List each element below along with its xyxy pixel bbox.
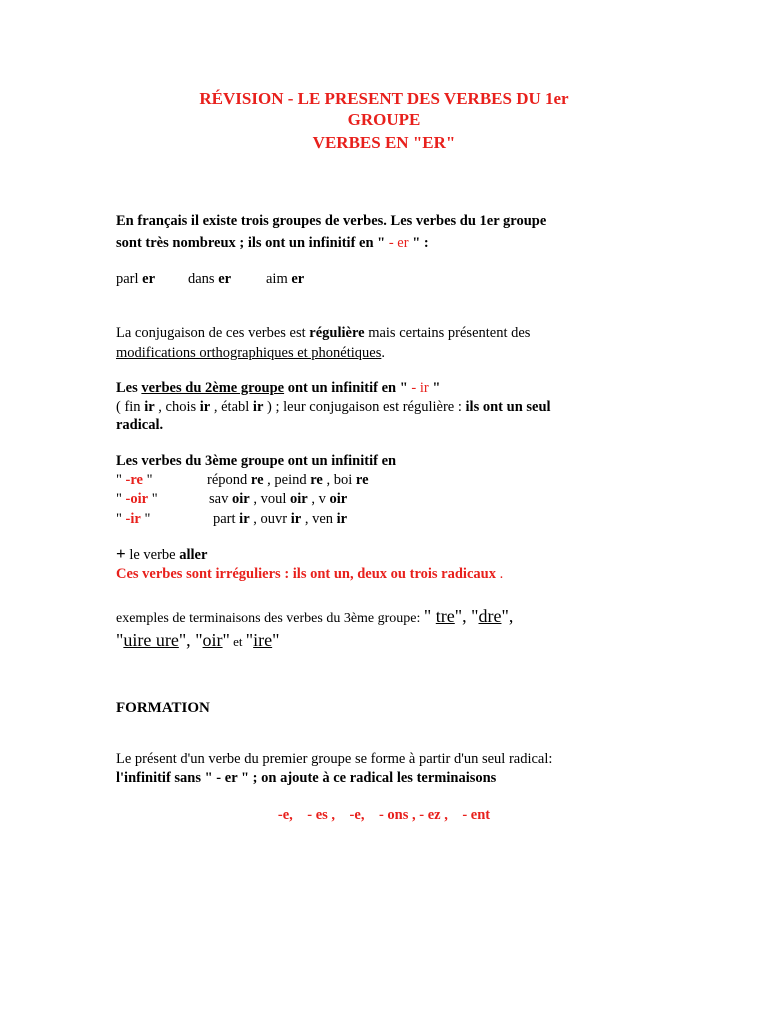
re-ending: -re [125, 472, 143, 488]
g2-ending: ir [199, 399, 211, 415]
quote: ", [178, 630, 196, 650]
group2-text: Les [116, 380, 142, 396]
conjugation-text: La conjugaison de ces verbes est [116, 325, 310, 341]
aller-line [116, 545, 207, 564]
g2-ending: ir [144, 399, 155, 415]
er-ending: - er [388, 235, 413, 251]
ending: re [310, 472, 323, 488]
group3-examples-ir [213, 510, 347, 528]
ending: re [355, 472, 369, 488]
irregular-line [116, 565, 503, 583]
endings3-intro: exemples de terminaisons des verbes du 3ème groupe: [116, 611, 424, 626]
title-line-2: GROUPE [347, 110, 421, 129]
group3-ending-re [116, 471, 153, 489]
er-example-stem: dans [188, 271, 219, 287]
stem: , v [307, 491, 330, 507]
group3-examples-re [207, 471, 369, 489]
dre-ending: dre [478, 606, 502, 626]
stem: , boi [322, 472, 356, 488]
modifications-text: modifications orthographiques et phonétiques [116, 345, 382, 361]
quote: " [148, 491, 158, 507]
ir-ending-3: -ir [125, 511, 141, 527]
group2-link-text: verbes du 2ème groupe [141, 380, 285, 396]
quote: " [272, 630, 280, 650]
conjugation-line-2 [116, 344, 385, 362]
g2-bold-text: ils ont un seul [465, 399, 551, 415]
quote: " [423, 606, 436, 626]
oir-ending: -oir [125, 491, 149, 507]
quote: " [116, 630, 124, 650]
er-example-3 [266, 270, 304, 288]
ir-ending: - ir [411, 380, 433, 396]
er-example-stem: aim [266, 271, 292, 287]
group3-ending-oir [116, 490, 158, 508]
er-example-ending: er [291, 271, 305, 287]
g2-text: , chois [154, 399, 200, 415]
stem: , ven [301, 511, 337, 527]
g2-text: ( fin [116, 399, 145, 415]
ending: oir [329, 491, 348, 507]
title-line-1: RÉVISION - LE PRESENT DES VERBES DU 1er [199, 89, 569, 108]
intro-line-2 [116, 234, 429, 252]
group2-line-3: radical. [116, 417, 164, 433]
aller-word: aller [179, 547, 208, 563]
g2-text: ) ; leur conjugaison est régulière : [263, 399, 466, 415]
quote: ", [501, 606, 514, 626]
group3-heading: Les verbes du 3ème groupe ont un infinitif en [116, 453, 397, 469]
irregular-period: . [495, 566, 504, 582]
ending: oir [289, 491, 308, 507]
et-word: et [229, 634, 246, 649]
aller-text: le verbe [125, 547, 180, 563]
irregular-text: Ces verbes sont irréguliers : ils ont un, deux ou trois radicaux [116, 566, 496, 582]
formation-heading: FORMATION [116, 700, 210, 716]
conjugation-text: mais certains présentent des [364, 325, 531, 341]
formation-line-2: l'infinitif sans " - er " ; on ajoute à ce radical les terminaisons [116, 770, 497, 786]
endings3-line-1 [116, 605, 513, 630]
quote: " [471, 606, 479, 626]
group2-line-2 [116, 398, 551, 416]
quote: " [140, 511, 151, 527]
ending: re [250, 472, 264, 488]
formation-line-1: Le présent d'un verbe du premier groupe se forme à partir d'un seul radical: [116, 751, 553, 767]
quote: " [116, 511, 126, 527]
oir-ending-example: oir [202, 630, 223, 650]
conjugation-line-1 [116, 324, 530, 342]
ending: ir [290, 511, 302, 527]
plus-sign: + [116, 544, 126, 563]
reguliere-word: régulière [309, 325, 365, 341]
intro-line-1: En français il existe trois groupes de verbes. Les verbes du 1er groupe [116, 213, 547, 229]
group3-ending-ir [116, 510, 150, 528]
quote: " [222, 630, 230, 650]
terminations-line: -e, - es , -e, - ons , - ez , - ent [277, 807, 491, 823]
stem: sav [209, 491, 232, 507]
period: . [381, 345, 386, 361]
group3-examples-oir [209, 490, 347, 508]
er-example-1 [116, 270, 155, 288]
ire-ending: ire [253, 630, 273, 650]
quote: ", [454, 606, 472, 626]
ending: oir [231, 491, 250, 507]
tre-ending: tre [435, 606, 455, 626]
quote: " [245, 630, 254, 650]
ending: ir [336, 511, 348, 527]
stem: , peind [263, 472, 311, 488]
stem: part [213, 511, 240, 527]
er-example-2 [188, 270, 231, 288]
quote: " [116, 491, 126, 507]
g2-text: , établ [210, 399, 253, 415]
ending: ir [239, 511, 250, 527]
uire-ure-ending: uire ure [123, 630, 179, 650]
stem: , ouvr [249, 511, 291, 527]
quote: " [432, 380, 441, 396]
group2-text: ont un infinitif en " [284, 380, 412, 396]
er-example-stem: parl [116, 271, 143, 287]
endings3-line-2 [116, 629, 280, 653]
title-line-3: VERBES EN "ER" [312, 133, 456, 152]
stem: , voul [249, 491, 290, 507]
er-example-ending: er [218, 271, 232, 287]
quote: " [195, 630, 203, 650]
intro-end: " : [412, 235, 429, 251]
intro-text: sont très nombreux ; ils ont un infinitif en " [116, 235, 389, 251]
group2-line-1 [116, 379, 440, 397]
er-example-ending: er [142, 271, 156, 287]
g2-ending: ir [252, 399, 264, 415]
quote: " [143, 472, 153, 488]
stem: répond [207, 472, 251, 488]
quote: " [116, 472, 126, 488]
